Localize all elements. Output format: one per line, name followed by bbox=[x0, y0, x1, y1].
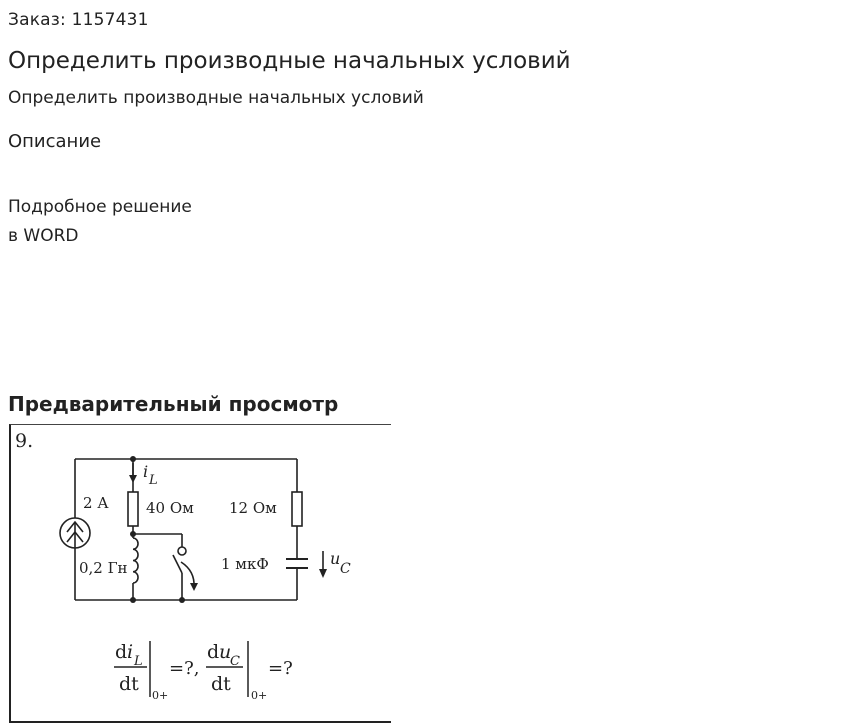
circuit-diagram bbox=[11, 425, 391, 721]
voltage-arrow bbox=[319, 551, 327, 578]
eval-sub-2: 0+ bbox=[251, 689, 268, 702]
description-line-1: Подробное решение bbox=[8, 197, 192, 217]
description-body bbox=[8, 193, 192, 251]
problem-number: 9. bbox=[15, 430, 34, 452]
eval-sub-1: 0+ bbox=[152, 689, 169, 702]
page-subtitle: Определить производные начальных условий bbox=[8, 88, 424, 108]
description-heading: Описание bbox=[8, 131, 102, 152]
inductor bbox=[133, 538, 138, 583]
formula-u: u bbox=[219, 641, 232, 663]
formula bbox=[114, 641, 293, 702]
current-label: i bbox=[143, 462, 149, 481]
resistor2-label: 12 Ом bbox=[229, 499, 277, 517]
current-arrow bbox=[129, 463, 137, 483]
formula-d1: d bbox=[115, 641, 128, 663]
formula-dt1: dt bbox=[119, 673, 139, 695]
description-line-2: в WORD bbox=[8, 226, 79, 246]
capacitor-label: 1 мкФ bbox=[221, 555, 269, 573]
current-source bbox=[60, 518, 90, 548]
source-label: 2 А bbox=[83, 494, 109, 512]
circuit-wires bbox=[75, 459, 297, 600]
inductor-label: 0,2 Гн bbox=[79, 559, 128, 577]
preview-image bbox=[9, 424, 391, 723]
formula-i-sub: L bbox=[134, 654, 143, 669]
formula-i: i bbox=[127, 641, 134, 663]
formula-d2: d bbox=[207, 641, 220, 663]
formula-eq2: =? bbox=[268, 658, 293, 679]
current-sub: L bbox=[149, 473, 158, 488]
switch bbox=[173, 547, 198, 591]
formula-eq1: =?, bbox=[169, 658, 200, 679]
resistor1-label: 40 Ом bbox=[146, 499, 194, 517]
voltage-sub: C bbox=[340, 561, 351, 577]
resistor-40 bbox=[128, 492, 138, 526]
resistor-12 bbox=[292, 492, 302, 526]
page-title: Определить производные начальных условий bbox=[8, 48, 571, 74]
voltage-label: u bbox=[330, 549, 341, 568]
order-number: Заказ: 1157431 bbox=[8, 10, 149, 30]
formula-dt2: dt bbox=[211, 673, 231, 695]
preview-heading: Предварительный просмотр bbox=[8, 392, 339, 416]
capacitor bbox=[286, 559, 308, 568]
formula-u-sub: C bbox=[230, 654, 240, 669]
